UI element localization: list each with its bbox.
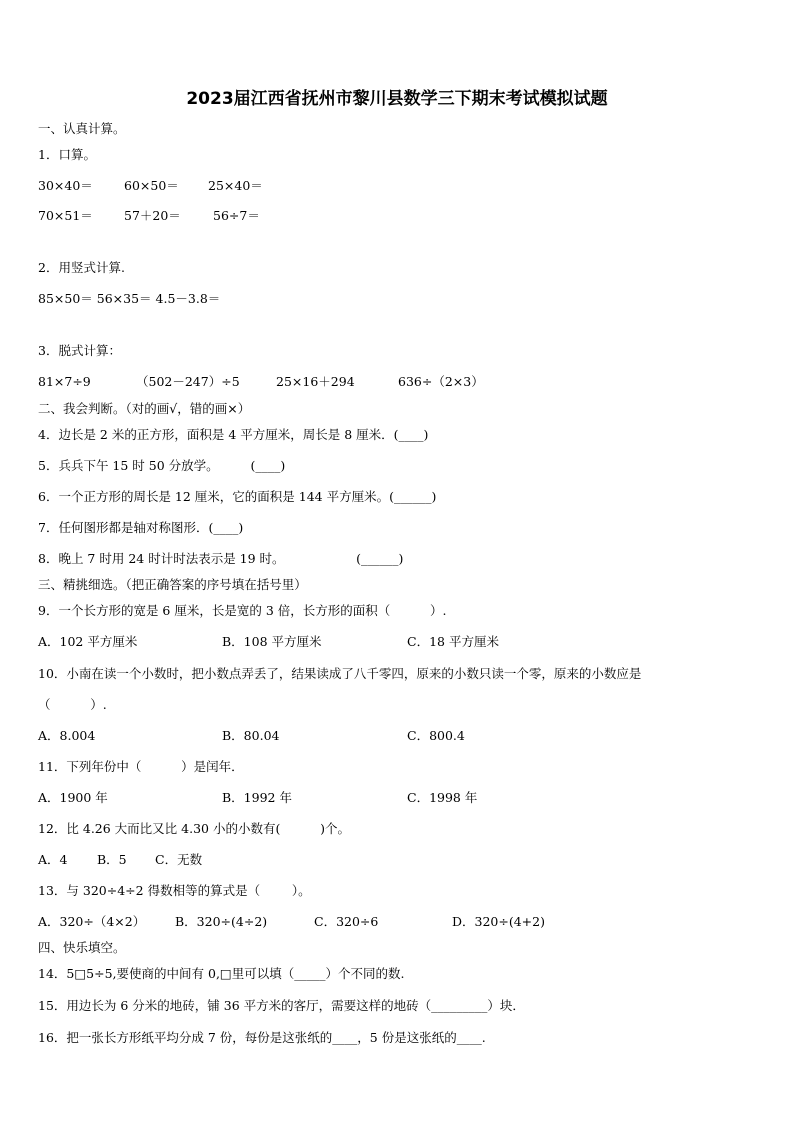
question-1-stem: 1．口算。 (38, 147, 96, 162)
question-8: 8．晚上 7 时用 24 时计时法表示是 19 时。 (______) (38, 551, 404, 566)
option-d: D．320÷(4+2) (452, 914, 545, 929)
option-a: A．1900 年 (38, 790, 108, 805)
question-16: 16．把一张长方形纸平均分成 7 份，每份是这张纸的____，5 份是这张纸的____. (38, 1030, 486, 1045)
section-heading-4: 四、快乐填空。 (38, 940, 126, 955)
question-6: 6．一个正方形的周长是 12 厘米，它的面积是 144 平方厘米。(______) (38, 489, 437, 504)
section-heading-3: 三、精挑细选。（把正确答案的序号填在括号里） (38, 577, 307, 592)
question-4: 4．边长是 2 米的正方形，面积是 4 平方厘米，周长是 8 厘米．(____) (38, 427, 429, 442)
question-14: 14．5□5÷5,要使商的中间有 0,□里可以填（_____）个不同的数. (38, 966, 405, 981)
question-10-stem-cont: （ ）. (38, 697, 107, 712)
question-9-stem: 9．一个长方形的宽是 6 厘米，长是宽的 3 倍，长方形的面积（ ）. (38, 603, 447, 618)
oral-item: 60×50＝ (124, 178, 179, 193)
option-c: C．18 平方厘米 (407, 634, 499, 649)
option-a: A．8.004 (38, 728, 96, 743)
question-7: 7．任何图形都是轴对称图形．(____) (38, 520, 244, 535)
oral-item: 70×51＝ (38, 208, 93, 223)
option-b: B．108 平方厘米 (222, 634, 322, 649)
option-a: A．4 (38, 852, 68, 867)
option-c: C．1998 年 (407, 790, 478, 805)
question-12-stem: 12．比 4.26 大而比又比 4.30 小的小数有( )个。 (38, 821, 350, 836)
option-a: A．320÷（4×2） (38, 914, 146, 929)
question-2-stem: 2．用竖式计算. (38, 260, 125, 275)
calc-item: （502－247）÷5 (136, 374, 240, 389)
option-b: B．1992 年 (222, 790, 292, 805)
option-b: B．320÷(4÷2) (175, 914, 268, 929)
oral-item: 57＋20＝ (124, 208, 181, 223)
option-a: A．102 平方厘米 (38, 634, 138, 649)
calc-item: 636÷（2×3） (398, 374, 484, 389)
question-3-stem: 3．脱式计算： (38, 343, 121, 358)
section-heading-1: 一、认真计算。 (38, 121, 126, 136)
oral-item: 56÷7＝ (213, 208, 260, 223)
question-2-items: 85×50＝ 56×35＝ 4.5－3.8＝ (38, 291, 221, 306)
question-10-stem: 10．小南在读一个小数时，把小数点弄丢了，结果读成了八千零四，原来的小数只读一个零，原来的小数应是 (38, 666, 642, 681)
option-c: C．800.4 (407, 728, 465, 743)
question-5: 5．兵兵下午 15 时 50 分放学。 (____) (38, 458, 286, 473)
calc-item: 81×7÷9 (38, 374, 91, 389)
calc-item: 25×16＋294 (276, 374, 355, 389)
question-13-stem: 13．与 320÷4÷2 得数相等的算式是（ ）。 (38, 883, 311, 898)
option-b: B．5 (97, 852, 127, 867)
option-c: C．320÷6 (314, 914, 379, 929)
oral-item: 30×40＝ (38, 178, 93, 193)
section-heading-2: 二、我会判断。（对的画√，错的画×） (38, 401, 251, 416)
question-11-stem: 11．下列年份中（ ）是闰年． (38, 759, 244, 774)
page-title: 2023届江西省抚州市黎川县数学三下期末考试模拟试题 (186, 89, 608, 109)
option-b: B．80.04 (222, 728, 280, 743)
oral-item: 25×40＝ (208, 178, 263, 193)
option-c: C．无数 (155, 852, 203, 867)
question-15: 15．用边长为 6 分米的地砖，铺 36 平方米的客厅，需要这样的地砖（_________）块． (38, 998, 525, 1013)
